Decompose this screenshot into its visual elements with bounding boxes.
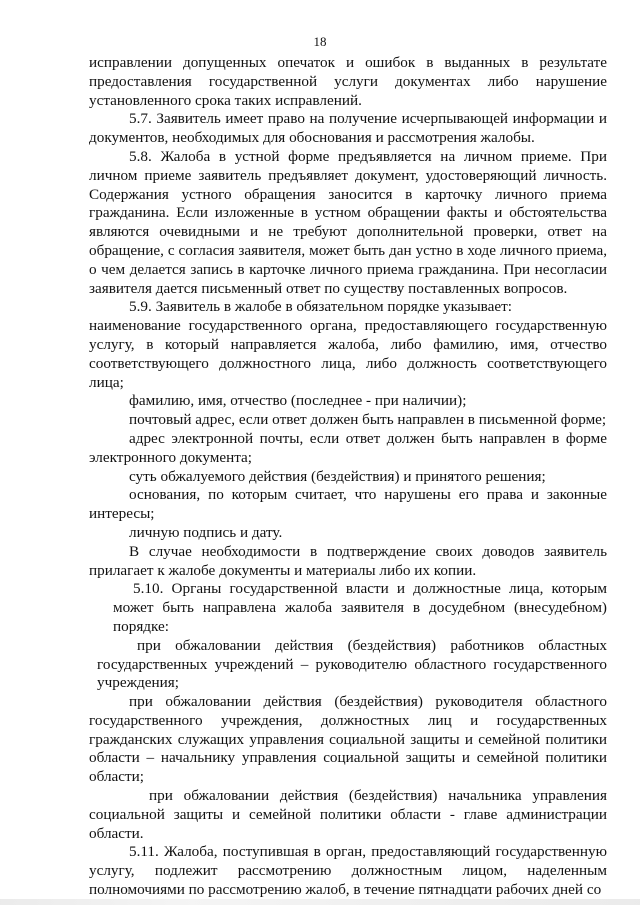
- page-number: 18: [313, 34, 327, 49]
- document-body: [89, 54, 607, 900]
- list-item-institution-head: при обжаловании действия (бездействия) руководителя областного государственного учреждения, должностных лиц и государственных гражданских служащих управления социальной защиты и семейной политики области – начальнику управления социальной защиты и семейной политики области;: [89, 693, 607, 786]
- list-item-subject: суть обжалуемого действия (бездействия) и принятого решения;: [129, 467, 546, 485]
- list-item-email: адрес электронной почты, если ответ должен быть направлен в форме электронного документа;: [89, 429, 607, 466]
- scan-edge: [0, 899, 640, 905]
- paragraph-5-9: 5.9. Заявитель в жалобе в обязательном порядке указывает:: [129, 298, 512, 316]
- paragraph-5-11: 5.11. Жалоба, поступившая в орган, предоставляющий государственную услугу, подлежит рассмотрению должностным лицом, наделенным полномочиями по рассмотрению жалоб, в течение пятнадцати рабочих дней со: [89, 843, 607, 899]
- paragraph-5-7: 5.7. Заявитель имеет право на получение исчерпывающей информации и документов, необходимых для обоснования и рассмотрения жалобы.: [89, 110, 607, 147]
- paragraph-attachments: В случае необходимости в подтверждение своих доводов заявитель прилагает к жалобе документы и материалы либо их копии.: [89, 542, 607, 579]
- list-item-full-name: фамилию, имя, отчество (последнее - при наличии);: [129, 392, 467, 410]
- paragraph-5-10: 5.10. Органы государственной власти и должностные лица, которым может быть направлена жалоба заявителя в досудебном (внесудебном) порядке:: [113, 580, 607, 635]
- list-item-authority-name: наименование государственного органа, предоставляющего государственную услугу, в который направляется жалоба, либо фамилию, имя, отчество соответствующего должностного лица, либо должность соответствующего лица;: [89, 317, 607, 391]
- paragraph-5-8: 5.8. Жалоба в устной форме предъявляется на личном приеме. При личном приеме заявитель предъявляет документ, удостоверяющий личность. Содержания устного обращения заносится в карточку личного приема гражданина. Если изложенные в устном обращении факты и обстоятельства являются очевидными и не требуют дополнительной проверки, ответ на обращение, с согласия заявителя, может быть дан устно в ходе личного приема, о чем делается запись в карточке личного приема гражданина. При несогласии заявителя дается письменный ответ по существу поставленных вопросов.: [89, 147, 607, 297]
- list-item-department-head: при обжаловании действия (бездействия) начальника управления социальной защиты и семейной политики области - главе администрации области.: [89, 787, 607, 842]
- list-item-institution-staff: при обжаловании действия (бездействия) работников областных государственных учреждений – руководителю областного государственного учреждения;: [97, 636, 607, 692]
- list-item-grounds: основания, по которым считает, что нарушены его права и законные интересы;: [89, 486, 607, 523]
- list-item-signature: личную подпись и дату.: [129, 523, 283, 541]
- paragraph-continuation: исправлении допущенных опечаток и ошибок в выданных в результате предоставления государственной услуги документах либо нарушение установленного срока таких исправлений.: [89, 54, 607, 109]
- list-item-postal-address: почтовый адрес, если ответ должен быть направлен в письменной форме;: [129, 411, 607, 429]
